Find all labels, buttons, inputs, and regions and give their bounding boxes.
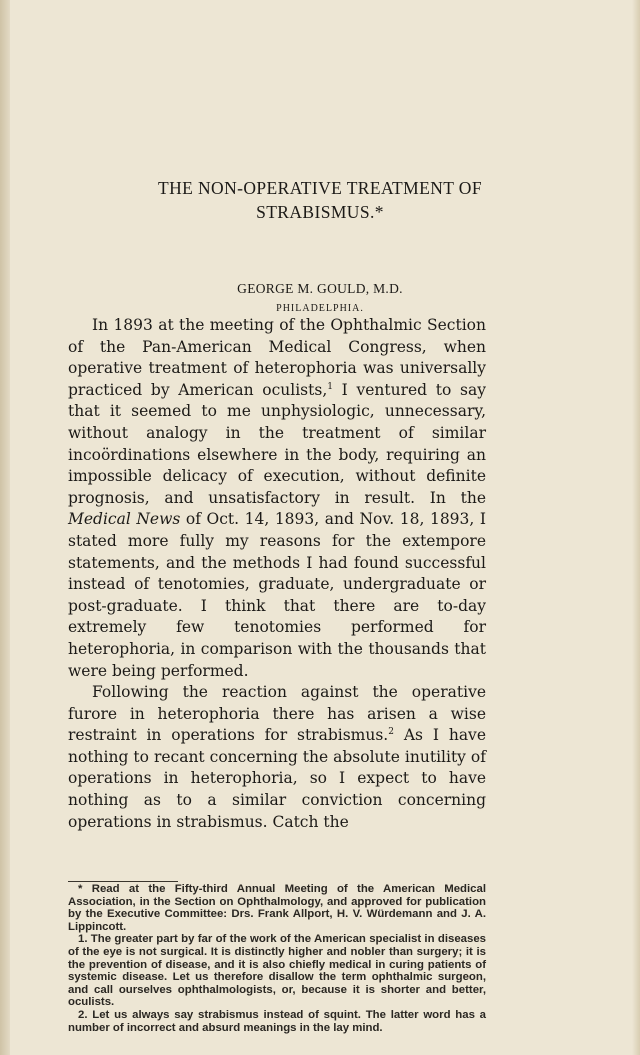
author-name: GEORGE M. GOULD, M.D. <box>237 281 403 296</box>
paragraph-2 <box>68 682 486 833</box>
footnote-ref-2: 2 <box>388 727 394 738</box>
paragraph-1 <box>68 315 486 682</box>
article-title <box>40 176 600 224</box>
footnote-2: 2. Let us always say strabismus instead of squint. The latter word has a number of incorrect and absurd meanings in the lay mind. <box>68 1008 486 1034</box>
footnote-ref-1: 1 <box>327 381 333 392</box>
footnote-divider <box>68 881 178 882</box>
paragraph-1-part-c: of Oct. 14, 1893, and Nov. 18, 1893, I stated more fully my reasons for the extempore statements, and the methods I had found successful instead of tenotomies, graduate, undergraduate or post-graduate. I think that there are to-day extremely few tenotomies performed for heterophoria, in comparison with the thousands that were being performed. <box>68 510 487 680</box>
footnote-1: 1. The greater part by far of the work of the American specialist in diseases of the eye is not surgical. It is distinctly higher and nobler than surgery; it is the prevention of disease, and it is also chiefly medical in curing patients of systemic disease. Let us therefore disallow the term ophthalmic surgeon, and call ourselves ophthalmologists, or, because it is shorter and better, oculists. <box>68 933 486 1009</box>
title-line-1: THE NON-OPERATIVE TREATMENT OF <box>158 178 482 198</box>
paragraph-1-part-a: In 1893 at the meeting of the Ophthalmic Section of the Pan-American Medical Congress, when operative treatment of heterophoria was universally practiced by American oculists, <box>68 316 486 399</box>
page-binding-edge <box>0 0 10 1055</box>
title-line-2: STRABISMUS.* <box>256 202 384 222</box>
author-city: PHILADELPHIA. <box>276 303 364 314</box>
paragraph-2-part-a: Following the reaction against the operative furore in heterophoria there has arisen a wise restraint in operations for strabismus. <box>68 683 486 745</box>
footnote-star: * Read at the Fifty-third Annual Meeting of the American Medical Association, in the Section on Ophthalmology, and approved for publication by the Executive Committee: Drs. Frank Allport, H. V. Würdemann and J. A. Lippincott. <box>68 883 486 933</box>
paragraph-1-part-b: I ventured to say that it seemed to me unphysiologic, unnecessary, without analogy in the treatment of similar incoördinations elsewhere in the body, requiring an impossible delicacy of execution, without definite prognosis, and unsatisfactory in result. In the <box>68 380 486 507</box>
page-right-edge <box>632 0 640 1055</box>
footnotes <box>68 883 486 1034</box>
journal-name: Medical News <box>68 510 181 529</box>
paragraph-2-part-b: As I have nothing to recant concerning the absolute inutility of operations in heterophoria, so I expect to have nothing as to a similar conviction concerning operations in strabismus. Catch the <box>68 726 486 831</box>
body-text <box>68 315 486 833</box>
